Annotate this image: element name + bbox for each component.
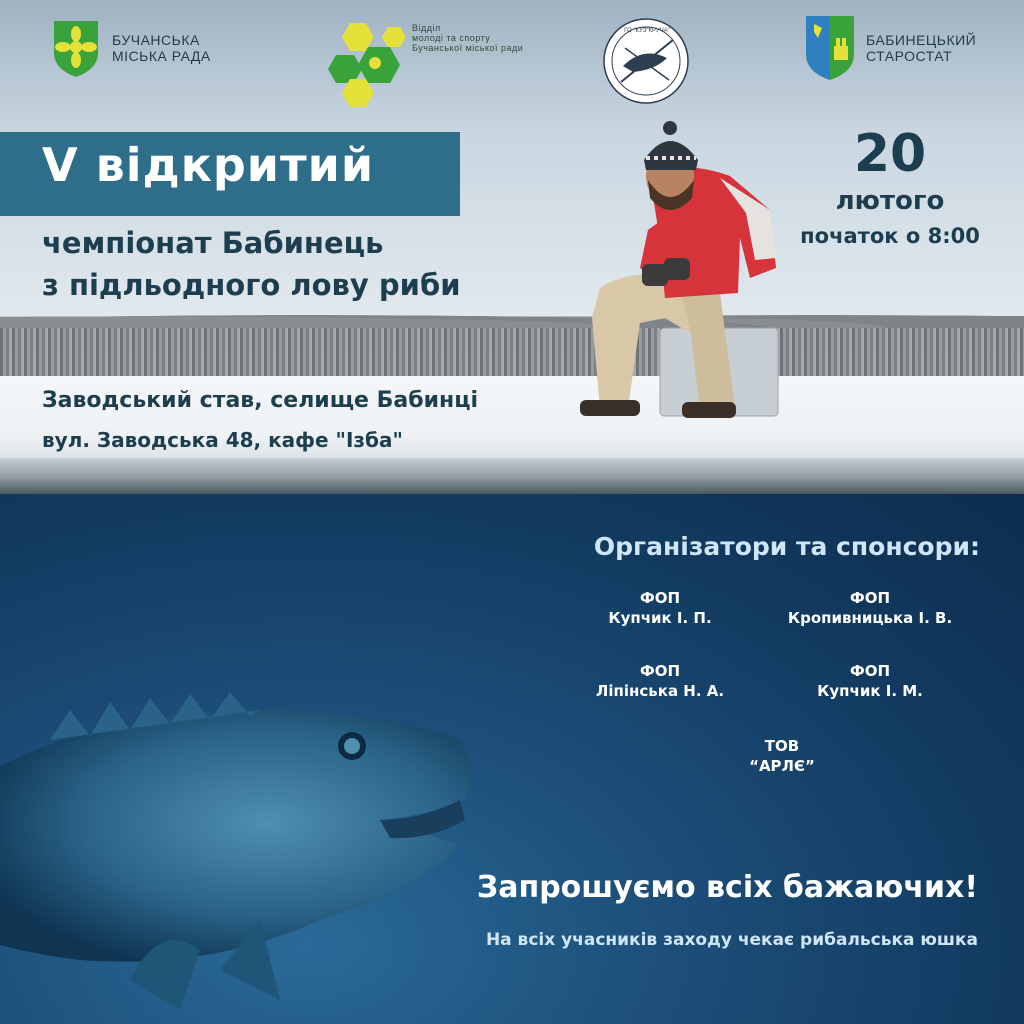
babynets-office-text: БАБИНЕЦЬКИЙ СТАРОСТАТ <box>866 32 977 64</box>
location-line1: Заводський став, селище Бабинці <box>42 388 479 413</box>
sponsor-card <box>550 588 770 628</box>
fish-illustration <box>0 670 490 1024</box>
bucha-council-text: БУЧАНСЬКА МІСЬКА РАДА <box>112 32 211 64</box>
sponsor-type: ФОП <box>639 662 681 680</box>
sponsor-type: ТОВ <box>764 737 800 755</box>
event-subtitle-line2: з підльодного лову риби <box>42 268 461 302</box>
event-month: лютого <box>835 186 945 216</box>
sponsor-card <box>760 588 980 628</box>
invitation-text: Запрошуємо всіх бажаючих! <box>476 870 978 905</box>
sponsor-card <box>760 661 980 701</box>
location-line2: вул. Заводська 48, кафе "Ізба" <box>42 428 403 452</box>
sponsor-type: ФОП <box>639 589 681 607</box>
sponsor-card <box>672 736 892 776</box>
event-subtitle-line1: чемпіонат Бабинець <box>42 226 384 260</box>
bucha-emblem-icon <box>50 22 102 74</box>
youth-sport-text: Відділ молоді та спорту Бучанської міської ради <box>412 23 524 53</box>
club-badge-text: ГО "КУЗ"КРУЧА" <box>624 28 670 34</box>
event-start-time: початок о 8:00 <box>800 224 980 248</box>
fish-soup-note: На всіх учасників заходу чекає рибальська юшка <box>485 930 978 950</box>
club-logo <box>603 18 689 104</box>
babynets-office-logo <box>804 22 976 74</box>
sponsor-name: Купчик І. М. <box>817 682 923 700</box>
sponsor-type: ФОП <box>849 589 891 607</box>
treeline <box>0 318 1024 378</box>
ice-fisherman-illustration <box>570 118 790 423</box>
honeycomb-icon <box>328 18 408 108</box>
youth-sport-logo <box>328 18 523 108</box>
babynets-coat-of-arms-icon <box>804 22 856 74</box>
sponsor-type: ФОП <box>849 662 891 680</box>
sponsor-name: Кропивницька І. В. <box>787 609 953 627</box>
sponsor-name: “АРЛЄ” <box>749 757 815 775</box>
sponsor-name: Ліпінська Н. А. <box>595 682 725 700</box>
event-day: 20 <box>853 124 927 184</box>
ice-edge <box>0 458 1024 498</box>
sponsor-name: Купчик І. П. <box>608 609 712 627</box>
bucha-council-logo <box>50 22 211 74</box>
organizers-heading: Організатори та спонсори: <box>593 532 980 561</box>
sponsor-card <box>550 661 770 701</box>
event-title: V відкритий <box>42 138 375 192</box>
